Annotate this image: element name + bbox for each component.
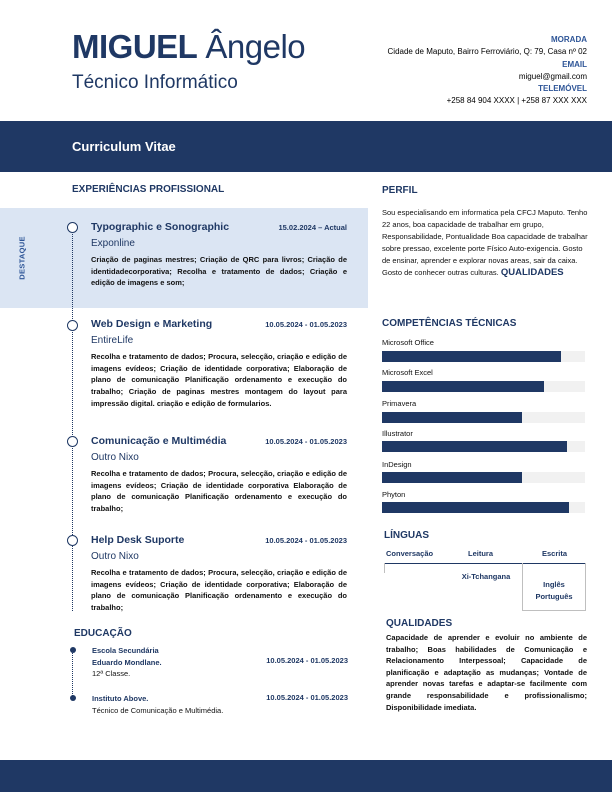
experience-timeline xyxy=(72,228,73,611)
job-date: 10.05.2024 - 01.05.2023 xyxy=(265,320,347,329)
skill-label: Illustrator xyxy=(382,429,413,438)
first-name: MIGUEL xyxy=(72,28,197,65)
skill-bar-fill xyxy=(382,412,522,423)
skill-bar-fill xyxy=(382,502,569,513)
lang-header-leitura: Leitura xyxy=(468,549,494,558)
footer-bar xyxy=(0,760,612,792)
profile-title: PERFIL xyxy=(382,185,418,196)
timeline-dot xyxy=(70,647,76,653)
job-date: 10.05.2024 - 01.05.2023 xyxy=(265,536,347,545)
skill-bar xyxy=(382,472,585,483)
highlight-label: DESTAQUE xyxy=(17,236,27,280)
education-item xyxy=(92,645,348,680)
email-label: EMAIL xyxy=(562,59,587,69)
job-company: EntireLife xyxy=(91,335,134,346)
qualities-text: Capacidade de aprender e evoluir no ambiente de trabalho; Boas habilidades de Comunicação e Relacionamento Interpessoal; Capacidade de planificação e adaptação as mudanças; Vontade de aprender novas tarefas e adaptar-se facilmente com grande responsabilidade e profissionalismo; Disponibilidade imediata. xyxy=(386,633,587,712)
skill-label: Phyton xyxy=(382,490,406,499)
profile-qualities-heading: QUALIDADES xyxy=(500,267,564,279)
skill-bar xyxy=(382,351,585,362)
skill-bar-fill xyxy=(382,441,567,452)
education-date: 10.05.2024 - 01.05.2023 xyxy=(266,693,348,702)
job-company: Exponline xyxy=(91,238,135,249)
job-role: Help Desk Suporte xyxy=(91,534,185,546)
timeline-dot xyxy=(67,222,78,233)
skill-bar xyxy=(382,412,585,423)
timeline-dot xyxy=(67,535,78,546)
lang-escrita-line2: Português xyxy=(535,591,573,601)
phone-label: TELEMÓVEL xyxy=(538,84,587,94)
job-title: Técnico Informático xyxy=(72,72,238,93)
phone-value: +258 84 904 XXXX | +258 87 XXX XXX xyxy=(446,96,587,106)
school-name: Escola Secundária xyxy=(92,646,159,655)
job-role: Typographic e Sonographic xyxy=(91,221,230,233)
lang-escrita-line1: Inglês xyxy=(543,580,565,589)
skill-bar-fill xyxy=(382,381,544,392)
cv-banner xyxy=(0,121,612,172)
job-description: Criação de paginas mestres; Criação de QRC para livros; Criação de identidadecorporativa; Recolha e tratamento de dados; Criação e edição de imagens e som; xyxy=(91,255,347,288)
address-label: MORADA xyxy=(551,35,587,44)
experience-title: EXPERIÊNCIAS PROFISSIONAL xyxy=(72,184,225,195)
job-company: Outro Nixo xyxy=(91,551,139,562)
skill-bar xyxy=(382,502,585,513)
skill-bar xyxy=(382,441,585,452)
education-course: 12ª Classe. xyxy=(92,669,131,678)
skill-label: Microsoft Excel xyxy=(382,368,433,377)
timeline-dot xyxy=(67,320,78,331)
languages-table xyxy=(384,545,586,611)
job-description: Recolha e tratamento de dados; Procura, selecção, criação e edição de imagens evídeos; Criação de identidade corporativa Elaboração de plano de comunicação Planificação ordenamento e execução do trabalho; xyxy=(91,469,347,514)
languages-title: LÍNGUAS xyxy=(384,530,429,541)
education-title: EDUCAÇÃO xyxy=(74,628,132,639)
education-course: Técnico de Comunicação e Multimédia. xyxy=(92,705,224,715)
skills-title: COMPETÊNCIAS TÉCNICAS xyxy=(382,318,517,329)
job-date: 15.02.2024 – Actual xyxy=(278,223,347,232)
lang-leitura-value: Xi-Tchangana xyxy=(461,572,511,581)
profile-body: Sou especialisando em informatica pela CFCJ Maputo. Tenho 22 anos, boa capacidade de trabalhar em grupo, Responsabilidade, Pontualidade Boa capacidade de trabalhar sobre pressao, excelente porte Físico Auto-exigencia. Gosto de ensinar, aprender e explorar novas areas, sair da caixa. Gosto de conhecer outras culturas. xyxy=(382,208,588,278)
school-name-line2: Eduardo Mondlane. xyxy=(92,657,162,667)
job-description: Recolha e tratamento de dados; Procura, selecção, criação e edição de imagens evídeos; Criação de identidade corporativa; Elaboração de plano de comunicação Planificação ordenamento e execução do trabalho; xyxy=(91,568,347,613)
job-role: Comunicação e Multimédia xyxy=(91,435,227,447)
lang-header-escrita: Escrita xyxy=(542,549,568,558)
education-date: 10.05.2024 - 01.05.2023 xyxy=(266,656,348,665)
lang-escrita-value xyxy=(522,579,586,602)
email-value[interactable]: miguel@gmail.com xyxy=(518,71,587,81)
skill-label: InDesign xyxy=(382,460,412,469)
job-role: Web Design e Marketing xyxy=(91,318,213,330)
skill-label: Primavera xyxy=(382,399,417,408)
skill-label: Microsoft Office xyxy=(382,338,434,347)
address-value: Cidade de Maputo, Bairro Ferroviário, Q: 79, Casa nº 02 xyxy=(387,47,587,57)
last-name: Ângelo xyxy=(205,28,306,65)
skill-bar-fill xyxy=(382,351,561,362)
job-date: 10.05.2024 - 01.05.2023 xyxy=(265,437,347,446)
candidate-name xyxy=(72,28,305,66)
timeline-dot xyxy=(67,436,78,447)
school-name: Instituto Above. xyxy=(92,694,149,703)
education-item xyxy=(92,693,348,716)
qualities-title: QUALIDADES xyxy=(386,618,453,629)
skill-bar-fill xyxy=(382,472,522,483)
profile-text xyxy=(382,207,588,280)
education-timeline xyxy=(72,650,73,698)
job-description: Recolha e tratamento de dados; Procura, selecção, criação e edição de imagens evídeos; Criação de identidade corporativa; Elaboração de plano de comunicação Planificação ordenamento e execução do trabalho; Criação de paginas mestres montagem do layout para impressão digital. criação e edição de formularios. xyxy=(91,352,347,408)
timeline-dot xyxy=(70,695,76,701)
skill-bar xyxy=(382,381,585,392)
job-company: Outro Nixo xyxy=(91,452,139,463)
contact-block xyxy=(327,34,587,108)
banner-title: Curriculum Vitae xyxy=(72,139,176,154)
lang-header-conversacao: Conversação xyxy=(386,549,434,558)
lang-cell-conversacao xyxy=(384,563,452,573)
